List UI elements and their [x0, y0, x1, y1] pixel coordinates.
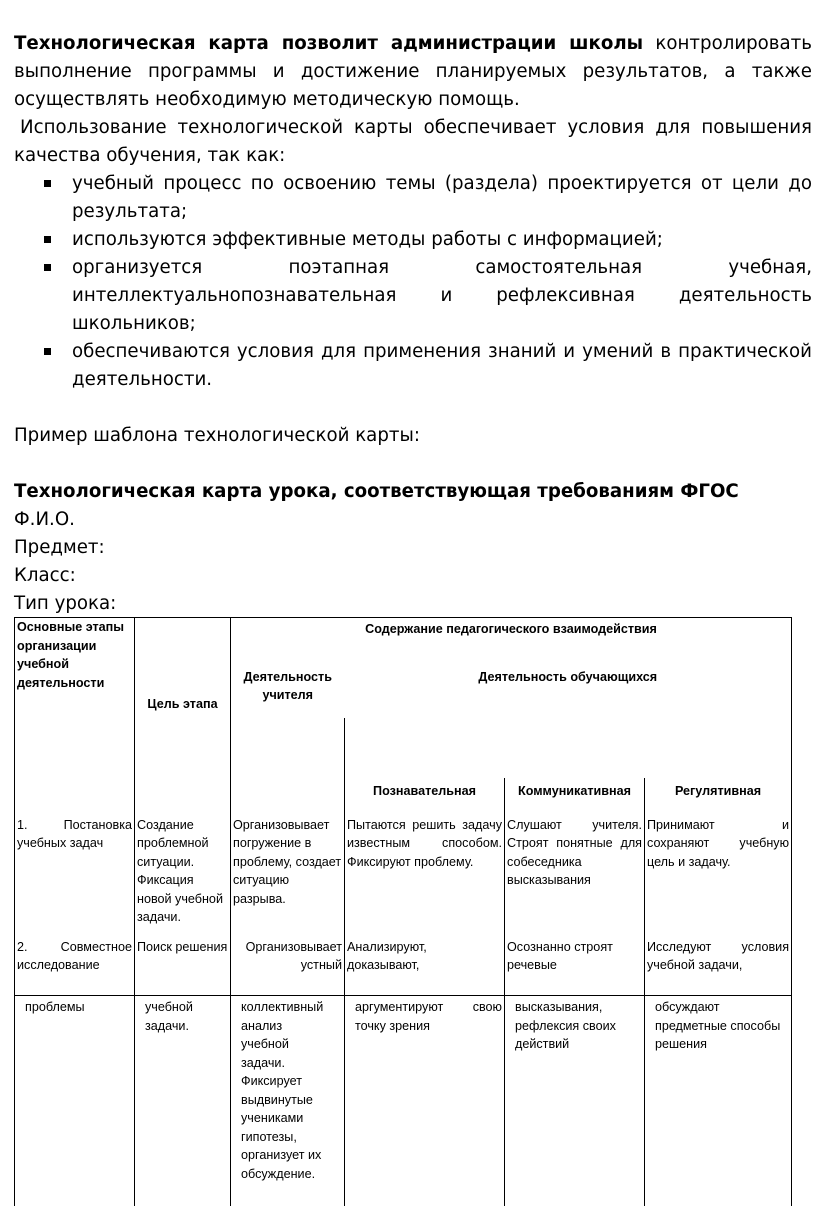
- list-item: учебный процесс по освоению темы (раздела) проектируется от цели до результата;: [72, 170, 812, 226]
- intro-paragraph-2: Использование технологической карты обеспечивает условия для повышения качества обучения, так как:: [14, 117, 812, 166]
- square-bullet-icon: [44, 348, 51, 355]
- list-item: обеспечиваются условия для применения знаний и умений в практической деятельности.: [72, 338, 812, 394]
- header-students: Деятельность обучающихся: [345, 668, 792, 718]
- subject-label: Предмет:: [14, 537, 105, 558]
- header-teacher: Деятельность учителя: [231, 668, 345, 718]
- header-communicative: Коммуникативная: [505, 778, 645, 816]
- table-row: 1. Постановка учебных задач Создание проблемной ситуации. Фиксация новой учебной задачи. Организовывает погружение в проблему, создает ситуацию разрыва. Пытаются решить задачу известным способом. Фиксируют проблему. Слушают учителя. Строят понятные для собеседника высказывания Принимают и сохраняют учебную цель и задачу.: [15, 816, 792, 938]
- intro-paragraph-1-rest: контролировать выполнение программы и достижение планируемых результатов, а также осуществлять необходимую методическую помощь.: [14, 33, 812, 110]
- header-cognitive: Познавательная: [345, 778, 505, 816]
- header-regulative: Регулятивная: [645, 778, 792, 816]
- tech-card-table: [14, 617, 792, 1206]
- card-title: Технологическая карта урока, соответствующая требованиям ФГОС: [14, 481, 739, 502]
- header-goal: Цель этапа: [135, 668, 231, 718]
- square-bullet-icon: [44, 264, 51, 271]
- table-row: 2. Совместное исследование Поиск решения Организовывает устный Анализируют, доказывают, Осознанно строят речевые Исследуют условия учебной задачи,: [15, 938, 792, 996]
- benefits-list: [14, 170, 812, 394]
- table-row: проблемы учебной задачи. коллективный анализ учебной задачи. Фиксирует выдвинутые учениками гипотезы, организует их обсуждение. аргументируют свою точку зрения высказывания, рефлексия своих действий обсуждают предметные способы решения: [15, 996, 792, 1206]
- fio-label: Ф.И.О.: [14, 509, 75, 530]
- class-label: Класс:: [14, 565, 76, 586]
- list-item: организуется поэтапная самостоятельная учебная, интеллектуальнопознавательная и рефлексивная деятельность школьников;: [72, 254, 812, 338]
- square-bullet-icon: [44, 236, 51, 243]
- header-stages: Основные этапы организации учебной деятельности: [15, 618, 135, 778]
- document-page: [14, 30, 812, 618]
- list-item: используются эффективные методы работы с информацией;: [72, 226, 812, 254]
- intro-paragraph-1: [14, 30, 812, 114]
- lesson-type-label: Тип урока:: [14, 593, 117, 614]
- example-caption: Пример шаблона технологической карты:: [14, 425, 420, 446]
- square-bullet-icon: [44, 180, 51, 187]
- header-content: Содержание педагогического взаимодействия: [231, 618, 792, 668]
- intro-bold-lead: Технологическая карта позволит администрации школы: [14, 33, 644, 54]
